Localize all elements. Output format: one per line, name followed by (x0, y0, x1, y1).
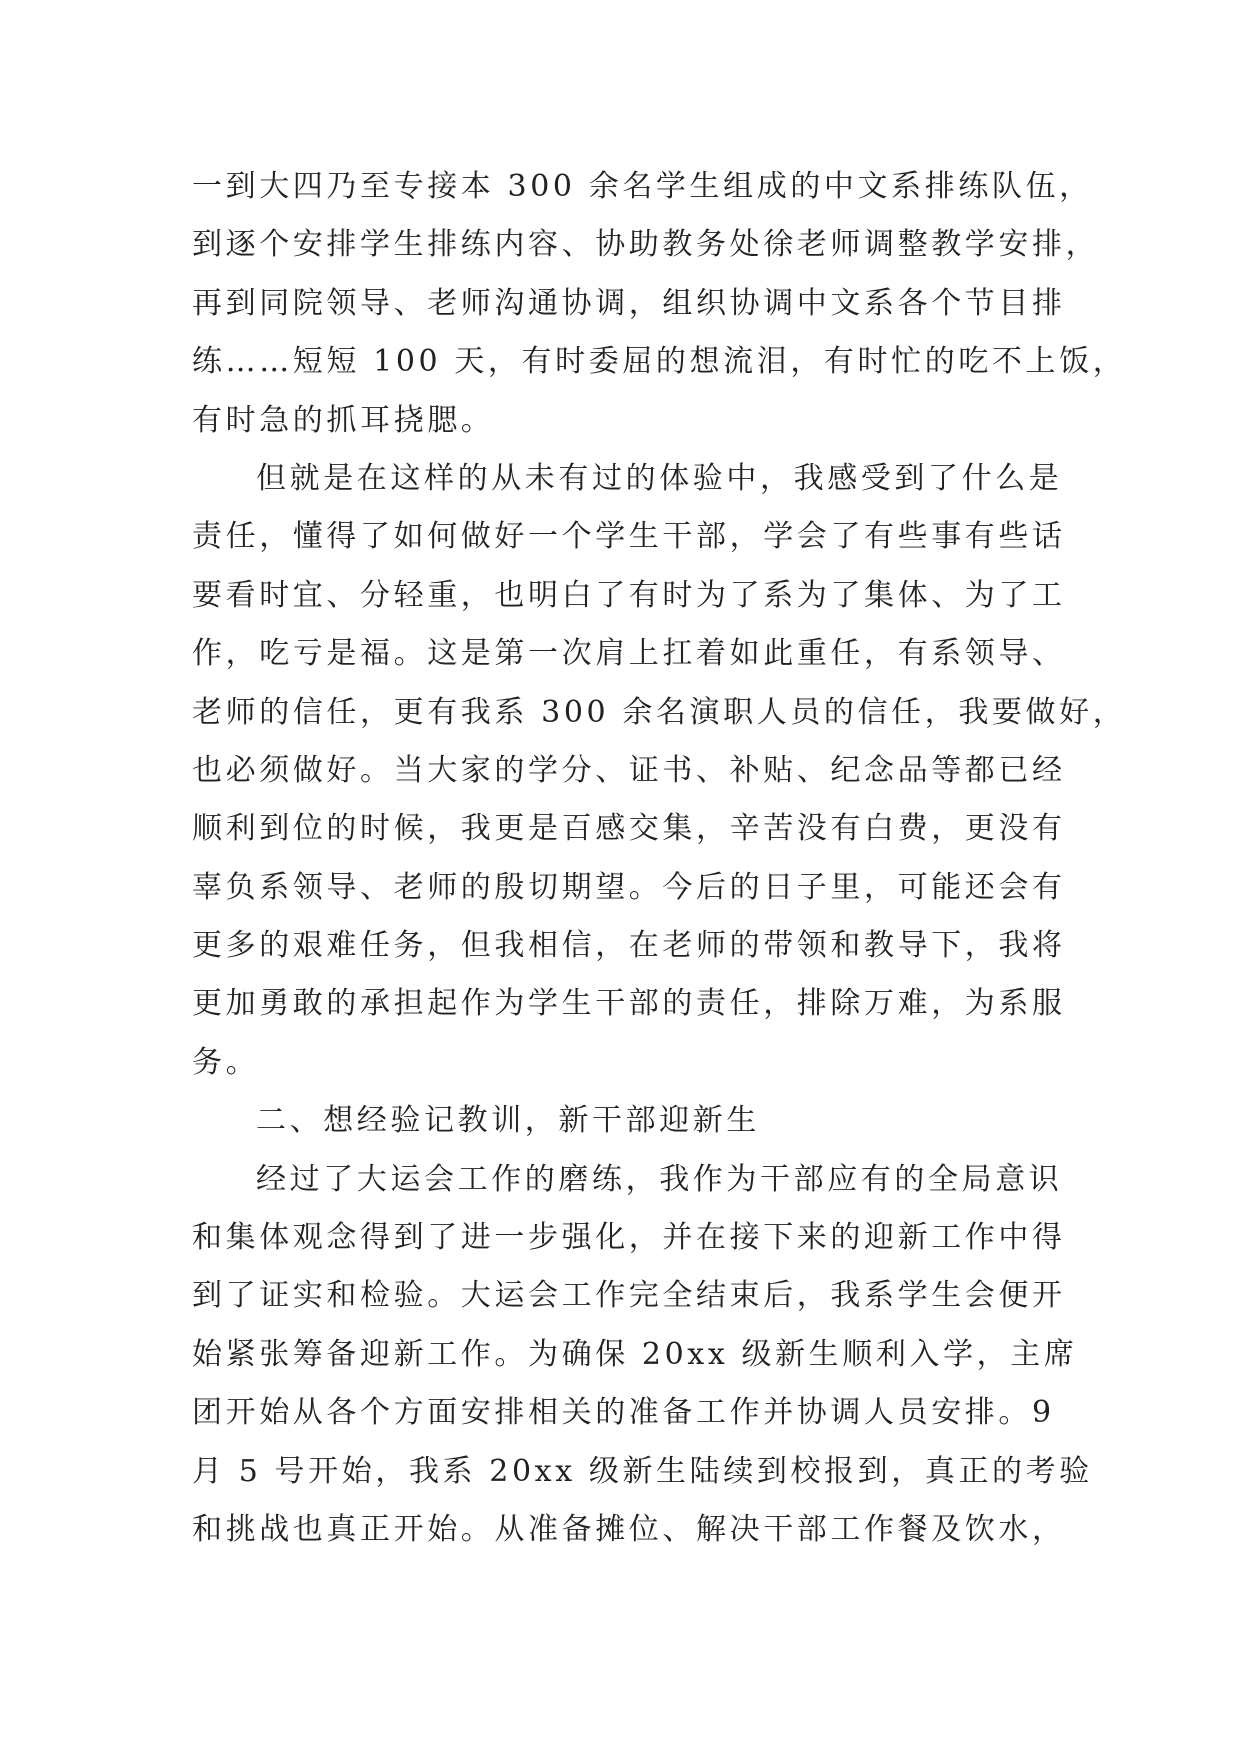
text-line: 月 5 号开始，我系 20xx 级新生陆续到校报到，真正的考验 (192, 1453, 1093, 1489)
text-line: 到了证实和检验。大运会工作完全结束后，我系学生会便开 (192, 1278, 1066, 1314)
text-line: 到逐个安排学生排练内容、协助教务处徐老师调整教学安排， (192, 227, 1100, 263)
text-line: 一到大四乃至专接本 300 余名学生组成的中文系排练队伍， (192, 169, 1093, 204)
text-line: 再到同院领导、老师沟通协调，组织协调中文系各个节目排 (192, 285, 1066, 321)
text-line: 团开始从各个方面安排相关的准备工作并协调人员安排。9 (192, 1395, 1055, 1431)
text-line: 也必须做好。当大家的学分、证书、补贴、纪念品等都已经 (192, 752, 1066, 788)
text-line: 更多的艰难任务，但我相信，在老师的带领和教导下，我将 (192, 928, 1066, 964)
text-line: 更加勇敢的承担起作为学生干部的责任，排除万难，为系服 (192, 986, 1066, 1022)
text-line: 责任，懂得了如何做好一个学生干部，学会了有些事有些话 (192, 519, 1066, 555)
text-line: 顺利到位的时候，我更是百感交集，辛苦没有白费，更没有 (192, 811, 1066, 847)
text-line: 要看时宜、分轻重，也明白了有时为了系为了集体、为了工 (192, 577, 1066, 613)
text-line: 和集体观念得到了进一步强化，并在接下来的迎新工作中得 (192, 1220, 1066, 1256)
text-line: 始紧张筹备迎新工作。为确保 20xx 级新生顺利入学，主席 (192, 1336, 1078, 1372)
text-line: 和挑战也真正开始。从准备摊位、解决干部工作餐及饮水， (192, 1511, 1066, 1547)
text-line: 练……短短 100 天，有时委屈的想流泪，有时忙的吃不上饭， (192, 344, 1127, 380)
text-line: 辜负系领导、老师的殷切期望。今后的日子里，可能还会有 (192, 869, 1066, 905)
text-line: 老师的信任，更有我系 300 余名演职人员的信任，我要做好， (192, 694, 1127, 730)
paragraph-start-line: 但就是在这样的从未有过的体验中，我感受到了什么是 (256, 460, 1063, 496)
paragraph-start-line: 经过了大运会工作的磨练，我作为干部应有的全局意识 (256, 1161, 1063, 1197)
section-heading: 二、想经验记教训，新干部迎新生 (256, 1103, 760, 1139)
text-line: 务。 (192, 1044, 260, 1080)
body-text (192, 158, 1127, 1559)
text-line: 有时急的抓耳挠腮。 (192, 402, 495, 438)
text-line: 作，吃亏是福。这是第一次肩上扛着如此重任，有系领导、 (192, 636, 1066, 672)
